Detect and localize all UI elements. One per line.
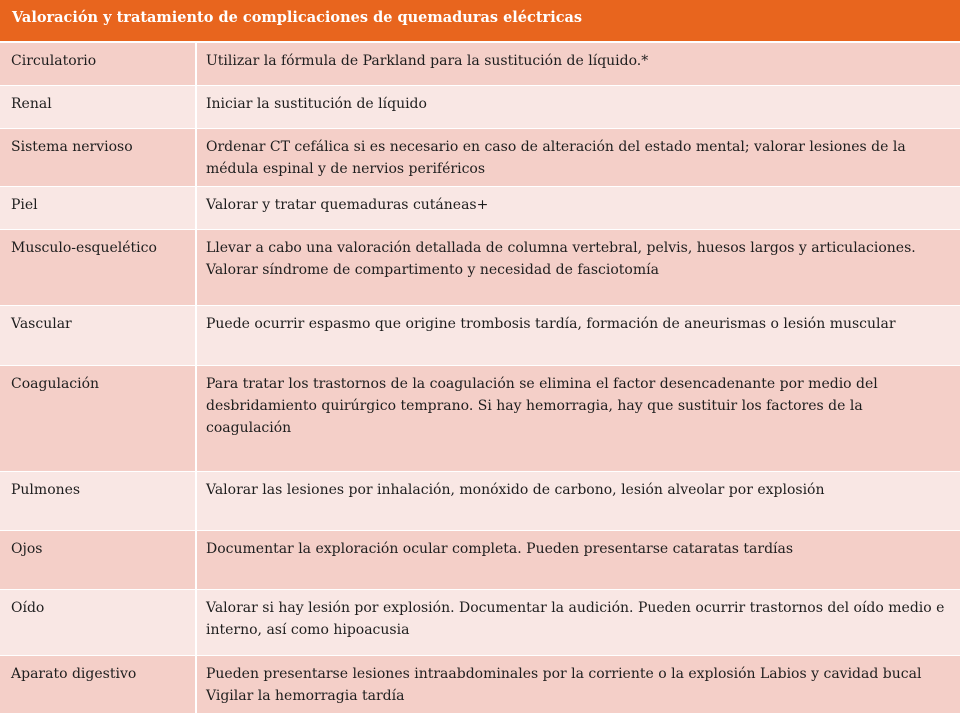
category-cell: Piel	[0, 187, 197, 230]
description-cell: Valorar y tratar quemaduras cutáneas+	[197, 187, 960, 230]
description-cell: Pueden presentarse lesiones intraabdominales por la corriente o la explosión Labios y cavidad bucal Vigilar la hemorragia tardía	[197, 656, 960, 714]
table-row-circulatorio	[0, 43, 960, 86]
description-cell: Documentar la exploración ocular completa. Pueden presentarse cataratas tardías	[197, 531, 960, 590]
table-row-piel	[0, 187, 960, 230]
description-cell: Puede ocurrir espasmo que origine trombosis tardía, formación de aneurismas o lesión muscular	[197, 306, 960, 366]
table-row-aparato-digestivo	[0, 656, 960, 714]
category-cell: Circulatorio	[0, 43, 197, 86]
description-cell: Valorar si hay lesión por explosión. Documentar la audición. Pueden ocurrir trastornos del oído medio e interno, así como hipoacusia	[197, 590, 960, 656]
category-cell: Aparato digestivo	[0, 656, 197, 714]
category-cell: Oído	[0, 590, 197, 656]
description-cell: Llevar a cabo una valoración detallada de columna vertebral, pelvis, huesos largos y articulaciones. Valorar síndrome de compartimento y necesidad de fasciotomía	[197, 230, 960, 306]
category-cell: Sistema nervioso	[0, 129, 197, 187]
table-row-pulmones	[0, 472, 960, 531]
table-row-musculo-esqueletico	[0, 230, 960, 306]
table-row-ojos	[0, 531, 960, 590]
category-cell: Ojos	[0, 531, 197, 590]
category-cell: Coagulación	[0, 366, 197, 472]
category-cell: Musculo-esquelético	[0, 230, 197, 306]
category-cell: Vascular	[0, 306, 197, 366]
table-row-renal	[0, 86, 960, 129]
table-row-vascular	[0, 306, 960, 366]
category-cell: Pulmones	[0, 472, 197, 531]
table-row-oido	[0, 590, 960, 656]
description-cell: Valorar las lesiones por inhalación, monóxido de carbono, lesión alveolar por explosión	[197, 472, 960, 531]
table-title: Valoración y tratamiento de complicaciones de quemaduras eléctricas	[0, 0, 960, 43]
table-header-row	[0, 0, 960, 43]
description-cell: Utilizar la fórmula de Parkland para la sustitución de líquido.*	[197, 43, 960, 86]
table-row-sistema-nervioso	[0, 129, 960, 187]
description-cell: Para tratar los trastornos de la coagulación se elimina el factor desencadenante por medio del desbridamiento quirúrgico temprano. Si hay hemorragia, hay que sustituir los factores de la coagulación	[197, 366, 960, 472]
description-cell: Ordenar CT cefálica si es necesario en caso de alteración del estado mental; valorar lesiones de la médula espinal y de nervios periféricos	[197, 129, 960, 187]
category-cell: Renal	[0, 86, 197, 129]
description-cell: Iniciar la sustitución de líquido	[197, 86, 960, 129]
table-row-coagulacion	[0, 366, 960, 472]
